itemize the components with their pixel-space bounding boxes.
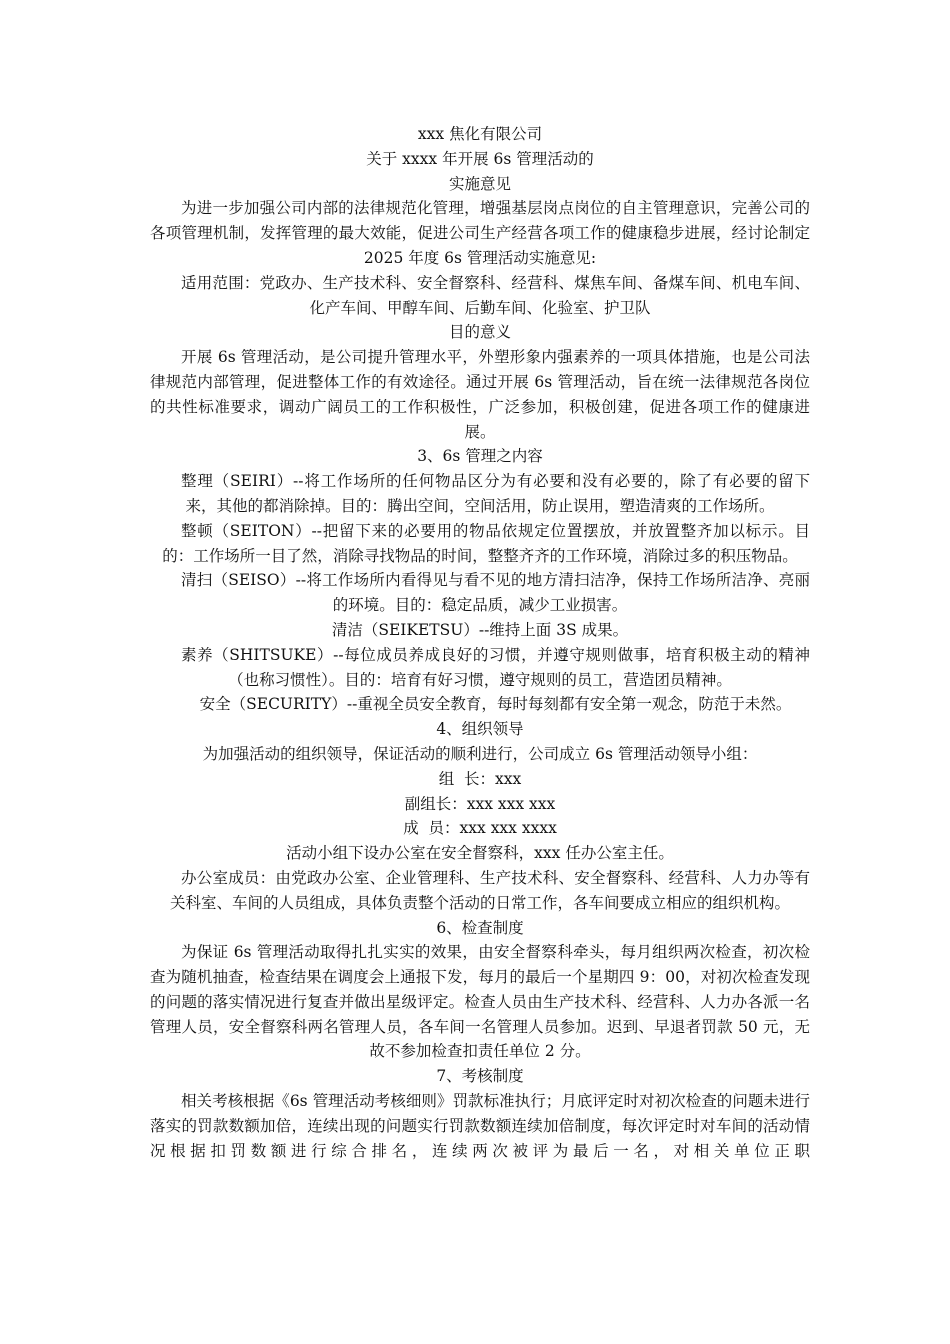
document-page [150,122,810,1163]
seiri-paragraph: 整理（SEIRI）--将工作场所的任何物品区分为有必要和没有必要的，除了有必要的留下来，其他的都消除掉。目的：腾出空间，空间活用，防止误用，塑造清爽的工作场所。 [181,472,810,515]
inspect-heading: 6、检查制度 [436,918,524,937]
company-name: xxx 焦化有限公司 [417,125,543,143]
doc-title-line2: 实施意见 [448,174,511,193]
leader-line: 组 长：xxx [438,769,522,788]
purpose-heading: 目的意义 [448,323,511,342]
office-members-paragraph: 办公室成员：由党政办公室、企业管理科、生产技术科、安全督察科、经营科、人力办等有关科室、车间的人员组成，具体负责整个活动的日常工作，各车间要成立相应的组织机构。 [169,868,810,912]
purpose-paragraph: 开展 6s 管理活动，是公司提升管理水平，外塑形象内强素养的一项具体措施，也是公司法律规范内部管理，促进整体工作的有效途径。通过开展 6s 管理活动，旨在统一法律规范各岗位的共性标准要求，调动广阔员工的工作积极性，广泛参加，积极创建，促进各项工作的健康进展。 [150,348,810,441]
office-line: 活动小组下设办公室在安全督察科，xxx 任办公室主任。 [286,844,674,863]
org-heading: 4、组织领导 [436,720,524,739]
assess-paragraph: 相关考核根据《6s 管理活动考核细则》罚款标准执行；月底评定时对初次检查的问题未进行落实的罚款数额加倍，连续出现的问题实行罚款数额连续加倍制度，每次评定时对车间的活动情况根据扣罚数额进行综合排名，连续两次被评为最后一名，对相关单位正职 [150,1092,810,1160]
content-heading: 3、6s 管理之内容 [417,447,543,466]
assess-heading: 7、考核制度 [436,1067,524,1086]
inspect-paragraph: 为保证 6s 管理活动取得扎扎实实的效果，由安全督察科牵头，每月组织两次检查，初次检查为随机抽查，检查结果在调度会上通报下发，每月的最后一个星期四 9：00，对初次检查发现的问题的落实情况进行复查并做出星级评定。检查人员由生产技术科、经营科、人力办各派一名管理人员，安全督察科两名管理人员，各车间一名管理人员参加。迟到、早退者罚款 50 元，无故不参加检查扣责任单位 2 分。 [150,943,810,1061]
org-intro: 为加强活动的组织领导，保证活动的顺利进行，公司成立 6s 管理活动领导小组： [202,744,758,763]
scope-paragraph: 适用范围：党政办、生产技术科、安全督察科、经营科、煤焦车间、备煤车间、机电车间、化产车间、甲醇车间、后勤车间、化验室、护卫队 [181,273,810,317]
members-line: 成 员：xxx xxx xxxx [403,819,557,838]
deputy-line: 副组长：xxx xxx xxx [404,794,556,813]
shitsuke-paragraph: 素养（SHITSUKE）--每位成员养成良好的习惯，并遵守规则做事，培育积极主动的精神（也称习惯性）。目的：培育有好习惯，遵守规则的员工，营造团员精神。 [181,645,810,689]
intro-paragraph: 为进一步加强公司内部的法律规范化管理，增强基层岗点岗位的自主管理意识，完善公司的各项管理机制，发挥管理的最大效能，促进公司生产经营各项工作的健康稳步进展，经讨论制定 2025 年度 6s 管理活动实施意见: [150,199,810,267]
security-paragraph: 安全（SECURITY）--重视全员安全教育，每时每刻都有安全第一观念，防范于未然。 [199,695,792,714]
seiso-paragraph: 清扫（SEISO）--将工作场所内看得见与看不见的地方清扫洁净，保持工作场所洁净、亮丽的环境。目的：稳定品质，减少工业损害。 [181,571,810,615]
doc-title-line1: 关于 xxxx 年开展 6s 管理活动的 [366,149,594,168]
seiketsu-paragraph: 清洁（SEIKETSU）--维持上面 3S 成果。 [331,620,629,639]
seiton-paragraph: 整顿（SEITON）--把留下来的必要用的物品依规定位置摆放，并放置整齐加以标示。目的：工作场所一目了然，消除寻找物品的时间，整整齐齐的工作环境，消除过多的积压物品。 [162,521,810,565]
